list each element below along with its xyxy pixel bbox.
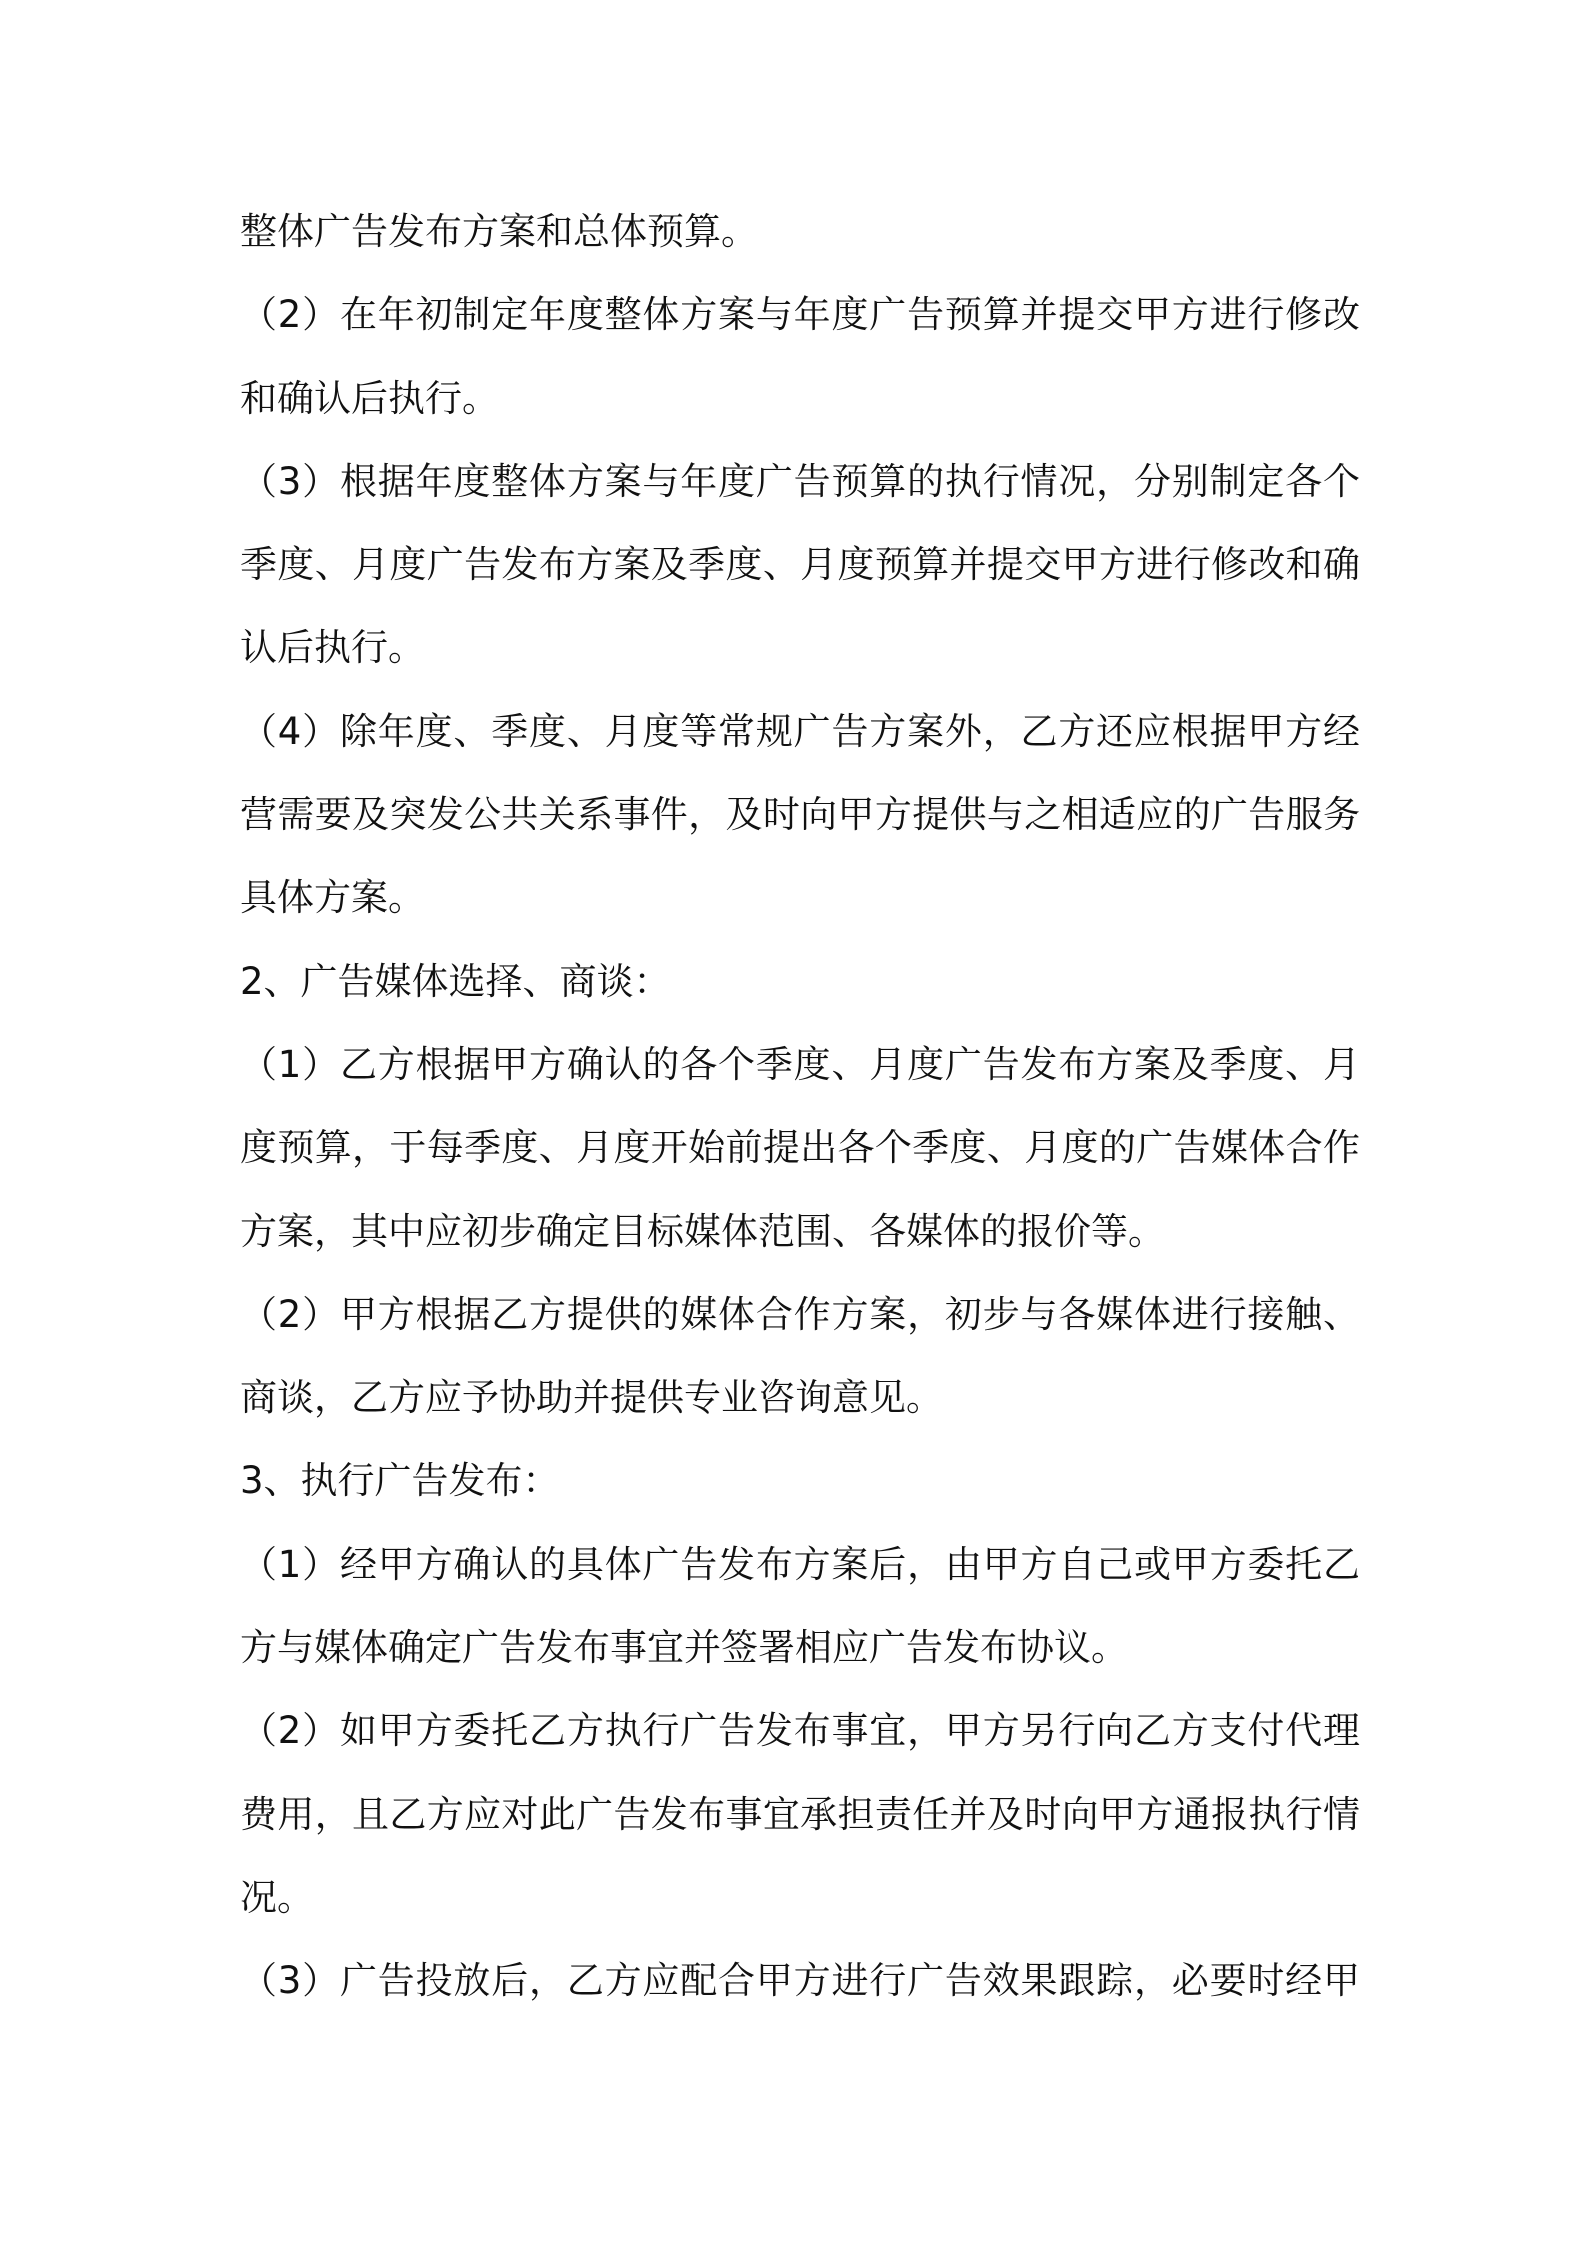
text-line: 方与媒体确定广告发布事宜并签署相应广告发布协议。	[240, 1626, 1128, 1670]
text-line: 整体广告发布方案和总体预算。	[240, 210, 758, 253]
text-line: 营需要及突发公共关系事件，及时向甲方提供与之相适应的广告服务	[240, 793, 1360, 837]
text-line: 方案，其中应初步确定目标媒体范围、各媒体的报价等。	[240, 1209, 1165, 1253]
text-line: （2）如甲方委托乙方执行广告发布事宜，甲方另行向乙方支付代理	[240, 1709, 1360, 1753]
text-line: （2）在年初制定年度整体方案与年度广告预算并提交甲方进行修改	[240, 293, 1360, 337]
text-line: 和确认后执行。	[240, 376, 499, 420]
text-line: （3）广告投放后，乙方应配合甲方进行广告效果跟踪，必要时经甲	[240, 1959, 1360, 2003]
text-line: 费用，且乙方应对此广告发布事宜承担责任并及时向甲方通报执行情	[240, 1792, 1360, 1836]
text-line: 3、执行广告发布：	[240, 1459, 560, 1503]
text-line: （1）乙方根据甲方确认的各个季度、月度广告发布方案及季度、月	[240, 1042, 1360, 1086]
text-line: 认后执行。	[240, 626, 425, 670]
text-line: 2、广告媒体选择、商谈：	[240, 959, 671, 1003]
text-line: 况。	[240, 1875, 314, 1919]
text-line: 度预算，于每季度、月度开始前提出各个季度、月度的广告媒体合作	[240, 1126, 1360, 1170]
text-line: （2）甲方根据乙方提供的媒体合作方案，初步与各媒体进行接触、	[240, 1292, 1360, 1336]
text-line: （3）根据年度整体方案与年度广告预算的执行情况，分别制定各个	[240, 459, 1360, 503]
text-line: （4）除年度、季度、月度等常规广告方案外，乙方还应根据甲方经	[240, 709, 1360, 753]
text-line: 商谈，乙方应予协助并提供专业咨询意见。	[240, 1376, 943, 1420]
document-body	[240, 190, 1360, 2023]
text-line: 季度、月度广告发布方案及季度、月度预算并提交甲方进行修改和确	[240, 543, 1360, 587]
text-line: （1）经甲方确认的具体广告发布方案后，由甲方自己或甲方委托乙	[240, 1542, 1360, 1586]
text-line: 具体方案。	[240, 876, 425, 920]
